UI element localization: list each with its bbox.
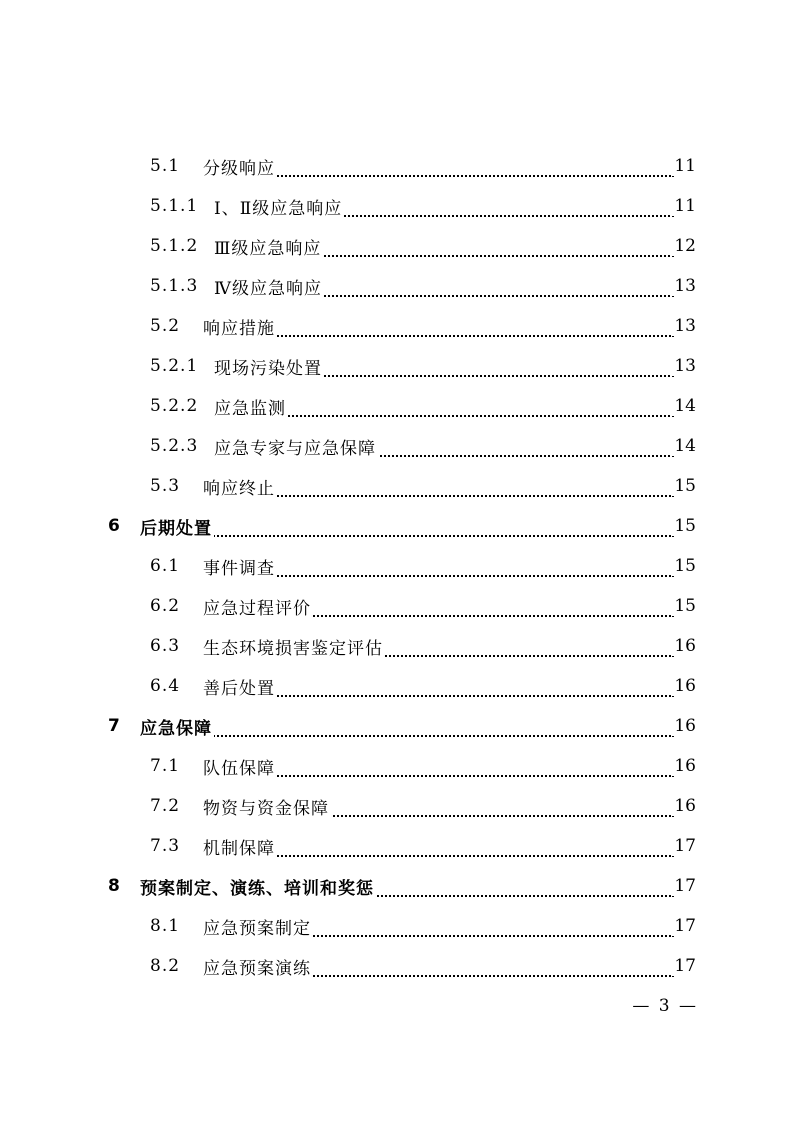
toc-entry[interactable] [0,946,794,986]
toc-entry-page: 17 [672,956,696,976]
toc-dot-leader [210,853,674,857]
toc-entry-page: 17 [672,916,696,936]
toc-entry-number: 6 [108,516,121,536]
toc-entry-page: 13 [672,276,696,296]
toc-entry-page: 11 [672,156,696,176]
toc-entry[interactable] [0,786,794,826]
toc-dot-leader [210,333,674,337]
toc-entry[interactable] [0,266,794,306]
toc-entry[interactable] [0,826,794,866]
toc-entry-page: 15 [672,596,696,616]
toc-dot-leader [210,773,674,777]
toc-dot-leader [150,733,674,737]
toc-entry-title: 分级响应 [203,154,277,179]
toc-entry-page: 17 [672,836,696,856]
toc-entry-title: Ⅳ级应急响应 [214,274,324,299]
toc-entry-page: 12 [672,236,696,256]
toc-dot-leader [210,573,674,577]
toc-entry-title: 应急监测 [214,394,288,419]
toc-entry-number: 5.1.3 [150,276,199,296]
toc-entry-number: 6.4 [150,676,181,696]
table-of-contents [0,146,794,986]
toc-entry-number: 6.3 [150,636,181,656]
toc-entry-page: 16 [672,796,696,816]
toc-entry-number: 7.1 [150,756,181,776]
toc-entry-number: 5.2.1 [150,356,199,376]
toc-entry-number: 5.2.2 [150,396,199,416]
toc-entry-page: 15 [672,476,696,496]
toc-entry-title: 响应措施 [203,314,277,339]
toc-entry-page: 16 [672,676,696,696]
toc-entry-title: 应急预案演练 [203,954,313,979]
toc-entry[interactable] [0,426,794,466]
toc-entry[interactable] [0,226,794,266]
toc-entry-title: Ⅲ级应急响应 [214,234,323,259]
toc-entry-number: 5.2.3 [150,436,199,456]
toc-entry-number: 8.1 [150,916,181,936]
toc-entry[interactable] [0,506,794,546]
toc-entry-number: 5.2 [150,316,181,336]
toc-entry[interactable] [0,746,794,786]
toc-entry[interactable] [0,586,794,626]
toc-entry-page: 16 [672,716,696,736]
toc-entry-title: 生态环境损害鉴定评估 [203,634,385,659]
toc-entry-title: 后期处置 [140,514,214,539]
toc-dot-leader [210,693,674,697]
toc-entry-title: 预案制定、演练、培训和奖惩 [140,874,376,899]
toc-entry-number: 5.1 [150,156,181,176]
toc-entry[interactable] [0,146,794,186]
toc-entry[interactable] [0,186,794,226]
toc-entry-title: 事件调查 [203,554,277,579]
toc-entry-title: 机制保障 [203,834,277,859]
toc-dot-leader [210,493,674,497]
toc-entry-number: 6.2 [150,596,181,616]
toc-entry-title: 应急保障 [140,714,214,739]
toc-entry-number: 8.2 [150,956,181,976]
toc-entry-title: 队伍保障 [203,754,277,779]
toc-entry[interactable] [0,386,794,426]
toc-entry-number: 5.3 [150,476,181,496]
toc-entry-number: 5.1.1 [150,196,199,216]
toc-dot-leader [150,533,674,537]
toc-entry-title: 善后处置 [203,674,277,699]
toc-entry-page: 15 [672,516,696,536]
toc-entry-page: 17 [672,876,696,896]
page-number: — 3 — [632,996,698,1016]
toc-entry-title: 现场污染处置 [214,354,324,379]
toc-entry[interactable] [0,706,794,746]
toc-entry-page: 14 [672,396,696,416]
toc-entry-page: 14 [672,436,696,456]
toc-entry-number: 7.3 [150,836,181,856]
toc-entry-number: 6.1 [150,556,181,576]
toc-entry-title: 应急过程评价 [203,594,313,619]
toc-entry[interactable] [0,906,794,946]
toc-entry-number: 8 [108,876,121,896]
toc-entry-page: 13 [672,356,696,376]
toc-entry[interactable] [0,466,794,506]
toc-entry-number: 7 [108,716,121,736]
toc-entry-title: 应急预案制定 [203,914,313,939]
toc-entry-title: 应急专家与应急保障 [214,434,378,459]
toc-dot-leader [220,413,674,417]
toc-entry[interactable] [0,866,794,906]
toc-entry-page: 15 [672,556,696,576]
toc-dot-leader [210,173,674,177]
toc-entry[interactable] [0,546,794,586]
toc-entry-title: Ⅰ、Ⅱ级应急响应 [214,194,344,219]
toc-entry-title: 物资与资金保障 [203,794,331,819]
toc-entry[interactable] [0,626,794,666]
toc-entry-page: 13 [672,316,696,336]
toc-entry-number: 5.1.2 [150,236,199,256]
toc-entry-number: 7.2 [150,796,181,816]
toc-entry-page: 16 [672,636,696,656]
toc-entry-page: 16 [672,756,696,776]
toc-entry[interactable] [0,346,794,386]
toc-entry-page: 11 [672,196,696,216]
toc-entry[interactable] [0,306,794,346]
toc-entry-title: 响应终止 [203,474,277,499]
toc-entry[interactable] [0,666,794,706]
